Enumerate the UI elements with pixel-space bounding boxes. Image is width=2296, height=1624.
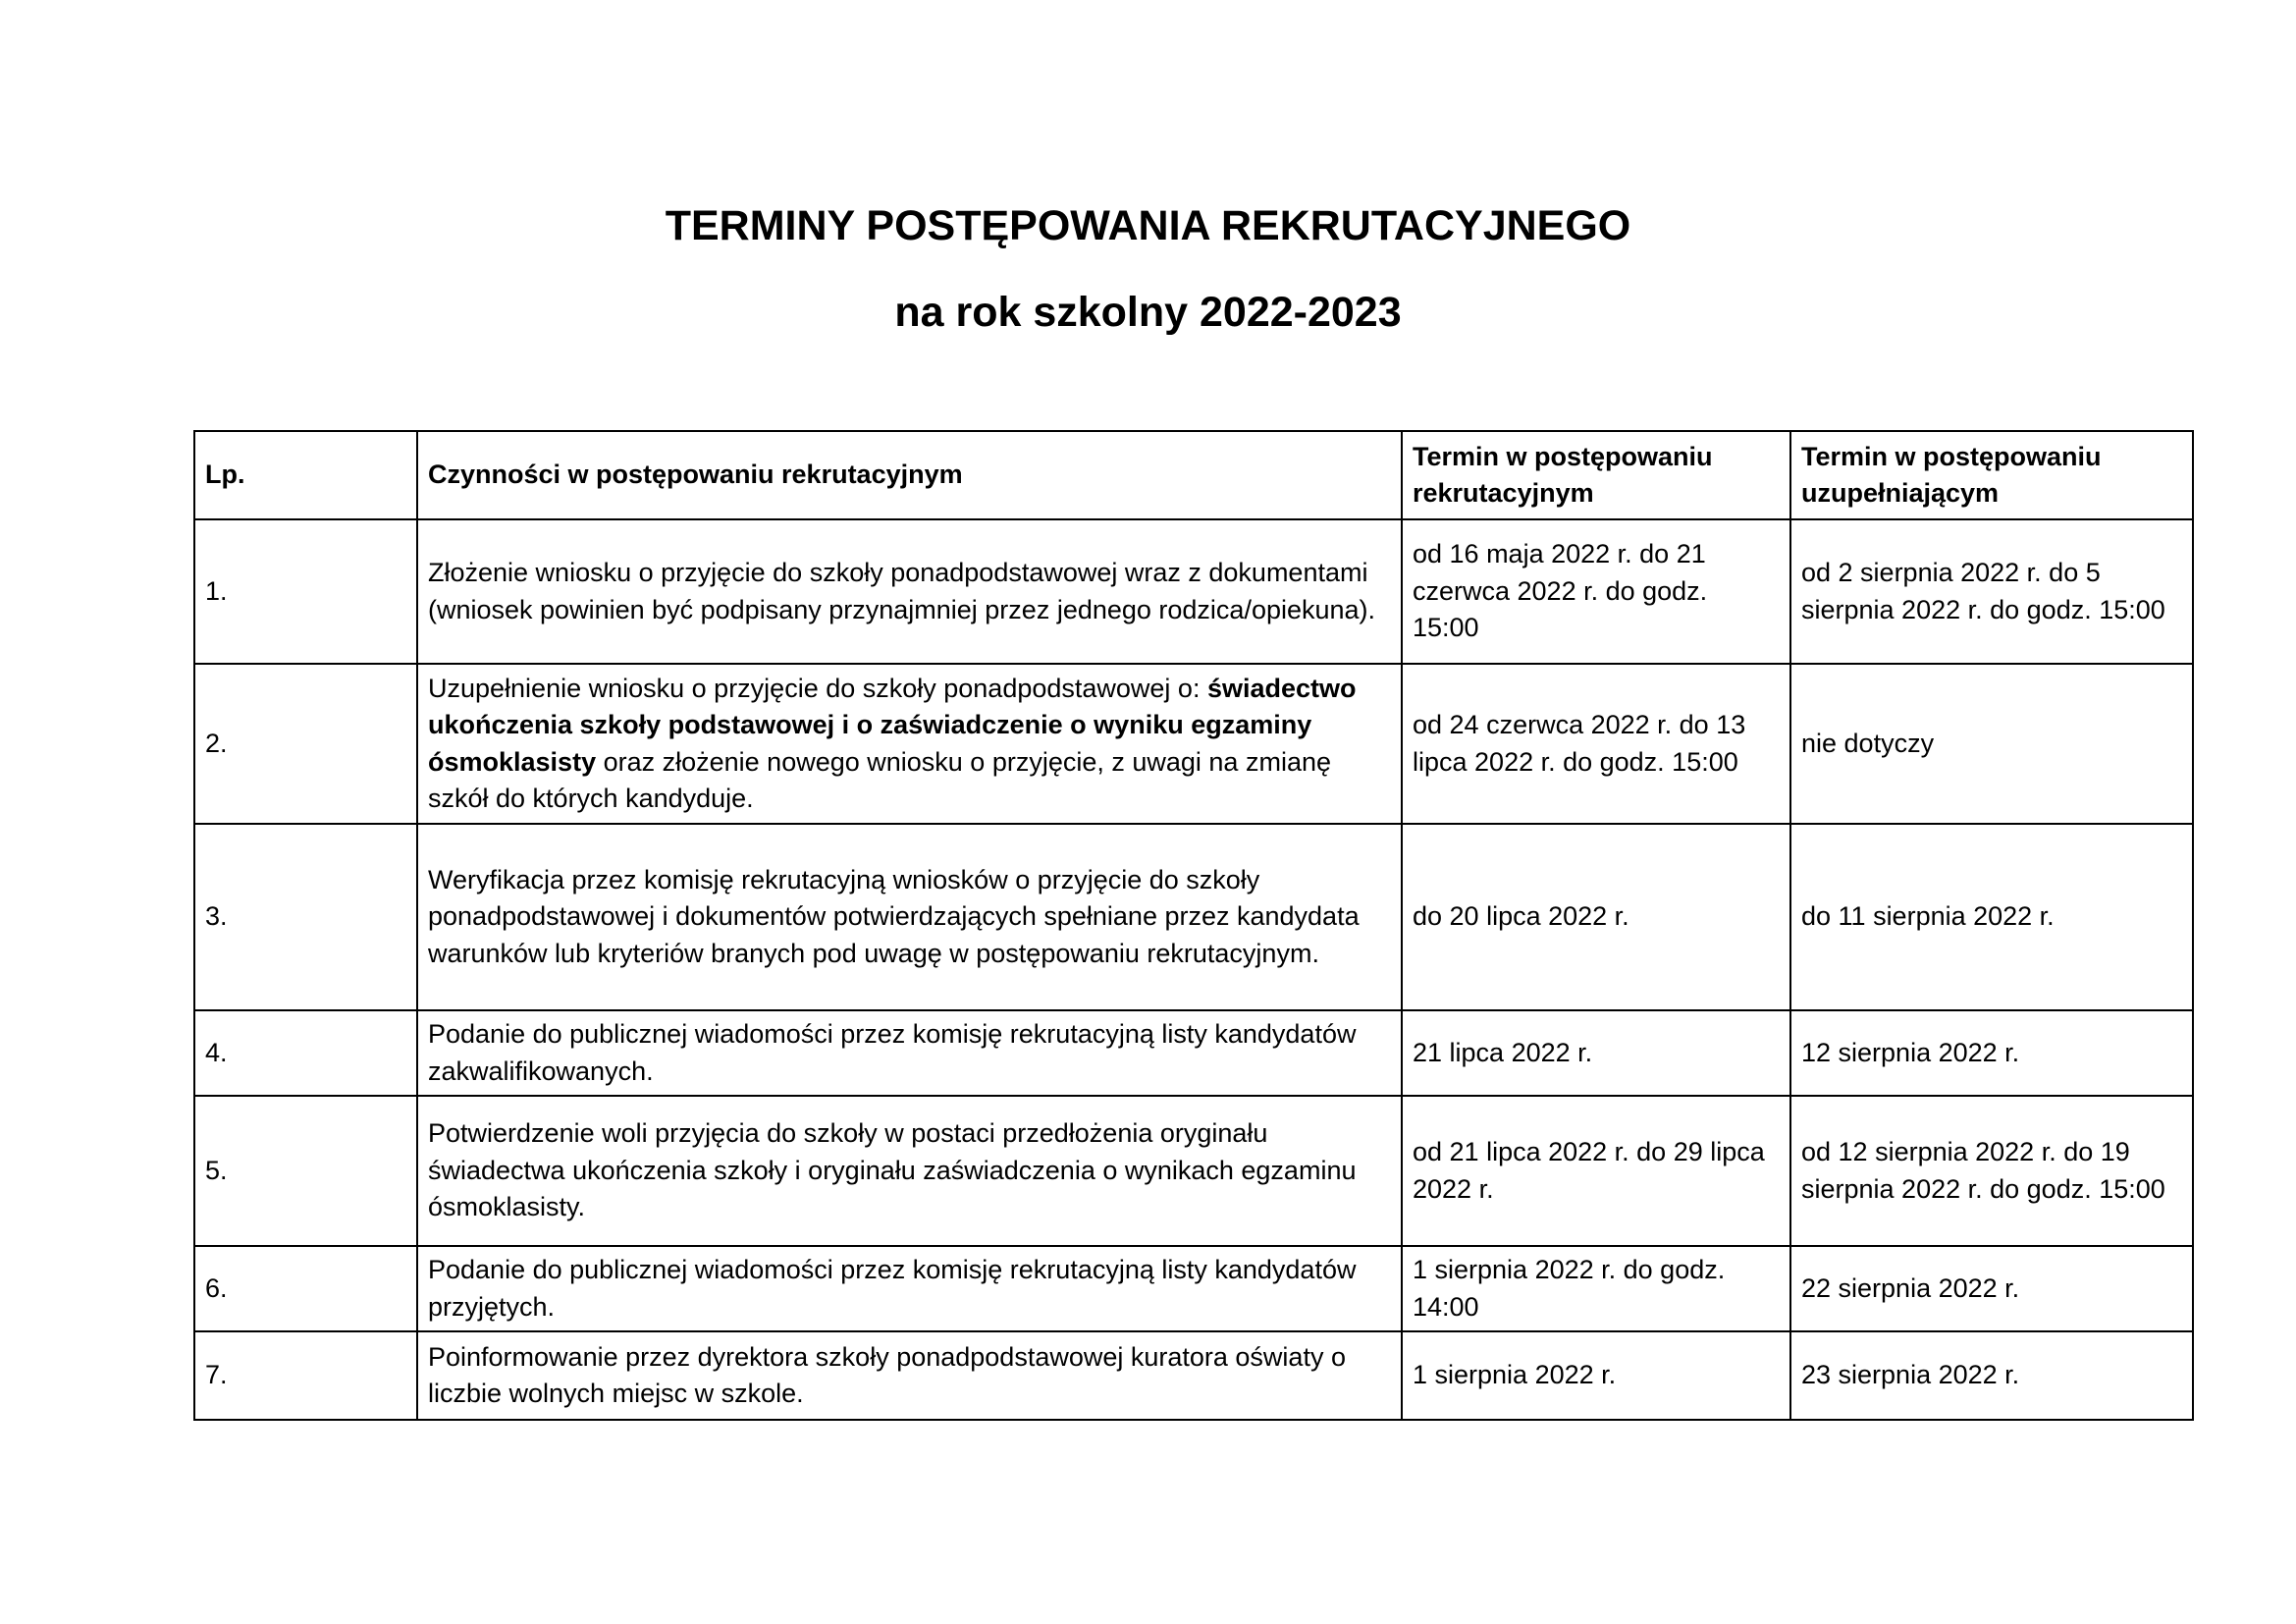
row-number: 5. [194,1096,417,1246]
row-number: 3. [194,824,417,1010]
row-activity [417,664,1402,824]
table-row [194,519,2193,664]
page-title: TERMINY POSTĘPOWANIA REKRUTACYJNEGO [665,202,1631,249]
row-term-supp: 23 sierpnia 2022 r. [1790,1331,2193,1420]
row-activity: Weryfikacja przez komisję rekrutacyjną wniosków o przyjęcie do szkoły ponadpodstawowej i dokumentów potwierdzających spełniane przez kandydata warunków lub kryteriów branych pod uwagę w postępowaniu rekrutacyjnym. [417,824,1402,1010]
activity-text-end: oraz złożenie nowego wniosku o przyjęcie, z uwagi na zmianę szkół do których kandyduje. [428,746,1331,813]
row-term-supp: 22 sierpnia 2022 r. [1790,1246,2193,1331]
activity-text-bold: świadectwo ukończenia szkoły podstawowej i o zaświadczenie o wyniku egzaminy ósmoklasisty [428,673,1357,777]
table-header-row [194,431,2193,519]
row-term-supp: nie dotyczy [1790,664,2193,824]
row-term-supp: od 2 sierpnia 2022 r. do 5 sierpnia 2022 r. do godz. 15:00 [1790,519,2193,664]
header-term-main: Termin w postępowaniu rekrutacyjnym [1402,431,1790,519]
table-row [194,1010,2193,1096]
header-lp: Lp. [194,431,417,519]
activity-text-start: Uzupełnienie wniosku o przyjęcie do szkoły ponadpodstawowej o: [428,673,1207,703]
row-term-main: 1 sierpnia 2022 r. do godz. 14:00 [1402,1246,1790,1331]
row-term-main: od 16 maja 2022 r. do 21 czerwca 2022 r. do godz. 15:00 [1402,519,1790,664]
schedule-table [193,430,2194,1421]
table-row [194,664,2193,824]
row-activity: Podanie do publicznej wiadomości przez komisję rekrutacyjną listy kandydatów zakwalifikowanych. [417,1010,1402,1096]
row-number: 1. [194,519,417,664]
table-row [194,1096,2193,1246]
row-number: 7. [194,1331,417,1420]
row-activity: Złożenie wniosku o przyjęcie do szkoły ponadpodstawowej wraz z dokumentami (wniosek powinien być podpisany przynajmniej przez jednego rodzica/opiekuna). [417,519,1402,664]
table-row [194,1331,2193,1420]
table-row [194,1246,2193,1331]
row-term-main: do 20 lipca 2022 r. [1402,824,1790,1010]
row-term-main: 21 lipca 2022 r. [1402,1010,1790,1096]
row-number: 6. [194,1246,417,1331]
row-term-supp: od 12 sierpnia 2022 r. do 19 sierpnia 2022 r. do godz. 15:00 [1790,1096,2193,1246]
header-activity: Czynności w postępowaniu rekrutacyjnym [417,431,1402,519]
row-term-main: od 21 lipca 2022 r. do 29 lipca 2022 r. [1402,1096,1790,1246]
page-subtitle: na rok szkolny 2022-2023 [894,289,1402,336]
row-activity: Poinformowanie przez dyrektora szkoły ponadpodstawowej kuratora oświaty o liczbie wolnych miejsc w szkole. [417,1331,1402,1420]
row-term-main: 1 sierpnia 2022 r. [1402,1331,1790,1420]
row-term-supp: 12 sierpnia 2022 r. [1790,1010,2193,1096]
header-term-supp: Termin w postępowaniu uzupełniającym [1790,431,2193,519]
row-activity: Potwierdzenie woli przyjęcia do szkoły w postaci przedłożenia oryginału świadectwa ukończenia szkoły i oryginału zaświadczenia o wynikach egzaminu ósmoklasisty. [417,1096,1402,1246]
row-activity: Podanie do publicznej wiadomości przez komisję rekrutacyjną listy kandydatów przyjętych. [417,1246,1402,1331]
table-row [194,824,2193,1010]
row-term-supp: do 11 sierpnia 2022 r. [1790,824,2193,1010]
row-number: 4. [194,1010,417,1096]
row-term-main: od 24 czerwca 2022 r. do 13 lipca 2022 r. do godz. 15:00 [1402,664,1790,824]
row-number: 2. [194,664,417,824]
